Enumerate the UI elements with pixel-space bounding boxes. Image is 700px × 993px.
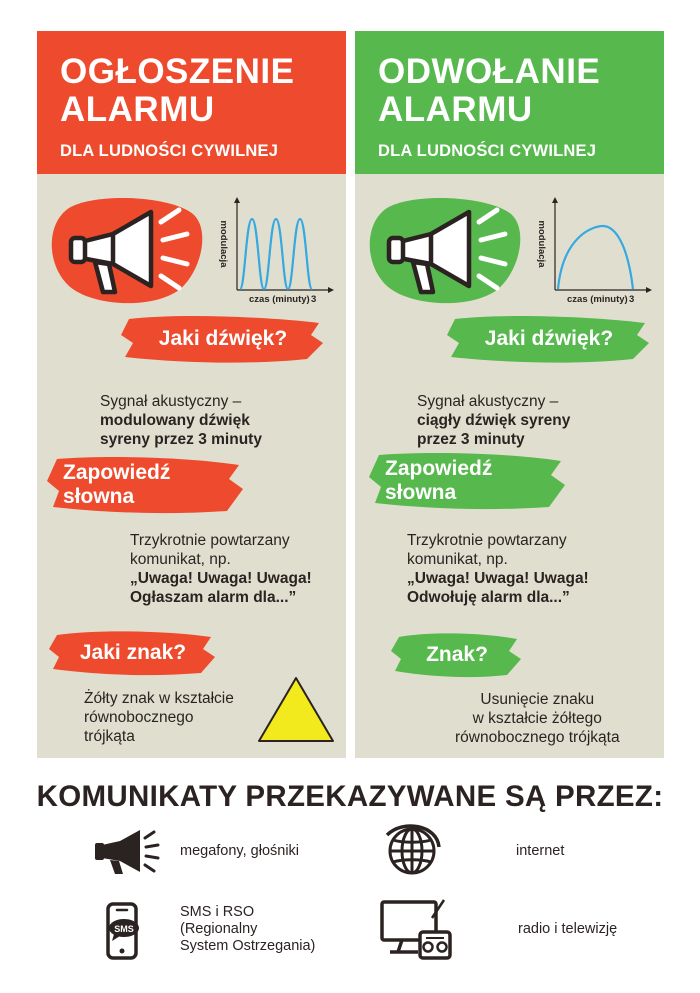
alarm-announcement-title: OGŁOSZENIE ALARMU	[60, 52, 295, 129]
graph-xlabel: czas (minuty)	[567, 294, 628, 305]
graph-ylabel: modulacja	[218, 220, 229, 268]
alarm-announcement-subtitle: DLA LUDNOŚCI CYWILNEJ	[60, 142, 279, 160]
modulated-signal-graph	[207, 194, 342, 306]
sign-description: Usunięcie znaku w kształcie żółtego równobocznego trójkąta	[455, 691, 620, 746]
speech-heading: Zapowiedź słowna	[63, 461, 171, 508]
globe-icon	[383, 821, 443, 879]
graph-ylabel: modulacja	[536, 220, 547, 268]
sound-description: Sygnał akustyczny – modulowany dźwięk syreny przez 3 minuty	[100, 393, 262, 448]
alarm-cancellation-subtitle: DLA LUDNOŚCI CYWILNEJ	[378, 142, 597, 160]
graph-xlabel: czas (minuty)	[249, 294, 310, 305]
radio-tv-channel-label: radio i telewizję	[518, 921, 618, 937]
sign-heading: Jaki znak?	[79, 641, 187, 664]
speech-heading: Zapowiedź słowna	[385, 457, 493, 504]
alarm-cancellation-title: ODWOŁANIE ALARMU	[378, 52, 601, 129]
graph-xmax: 3	[629, 294, 635, 305]
sign-heading-badge	[391, 631, 523, 679]
sound-heading-badge	[447, 313, 651, 365]
alarm-announcement-header	[37, 31, 346, 174]
sms-channel-label: SMS i RSO (Regionalny System Ostrzegania)	[180, 904, 316, 954]
speech-heading-badge	[369, 451, 567, 511]
speech-heading-badge	[47, 455, 245, 515]
sound-description: Sygnał akustyczny – ciągły dźwięk syreny przez 3 minuty	[417, 393, 571, 448]
graph-xmax: 3	[311, 294, 317, 305]
megaphone-icon	[92, 828, 160, 876]
internet-channel-label: internet	[516, 843, 565, 859]
tv-radio-icon	[380, 896, 452, 962]
megaphone-icon	[51, 194, 206, 304]
sign-description: Żółty znak w kształcie równobocznego trójkąta	[84, 690, 234, 745]
megaphone-channel-label: megafony, głośniki	[180, 843, 300, 859]
megaphone-icon	[369, 194, 524, 304]
channels-title: KOMUNIKATY PRZEKAZYWANE SĄ PRZEZ:	[36, 780, 664, 813]
alarm-announcement-panel	[37, 31, 346, 758]
yellow-triangle-sign	[256, 674, 336, 744]
speech-description: Trzykrotnie powtarzany komunikat, np. „Uwaga! Uwaga! Uwaga! Ogłaszam alarm dla...”	[130, 532, 312, 606]
phone-sms-icon	[104, 902, 140, 960]
continuous-signal-graph	[525, 194, 660, 306]
sms-icon-text: SMS	[114, 924, 134, 934]
sign-heading-badge	[49, 629, 217, 677]
alarm-cancellation-header	[355, 31, 664, 174]
speech-description: Trzykrotnie powtarzany komunikat, np. „Uwaga! Uwaga! Uwaga! Odwołuję alarm dla...”	[407, 532, 589, 606]
sound-heading-badge	[121, 313, 325, 365]
alarm-cancellation-panel	[355, 31, 664, 758]
sound-heading: Jaki dźwięk?	[158, 327, 288, 350]
sound-heading: Jaki dźwięk?	[484, 327, 614, 350]
sign-heading: Znak?	[426, 643, 488, 666]
